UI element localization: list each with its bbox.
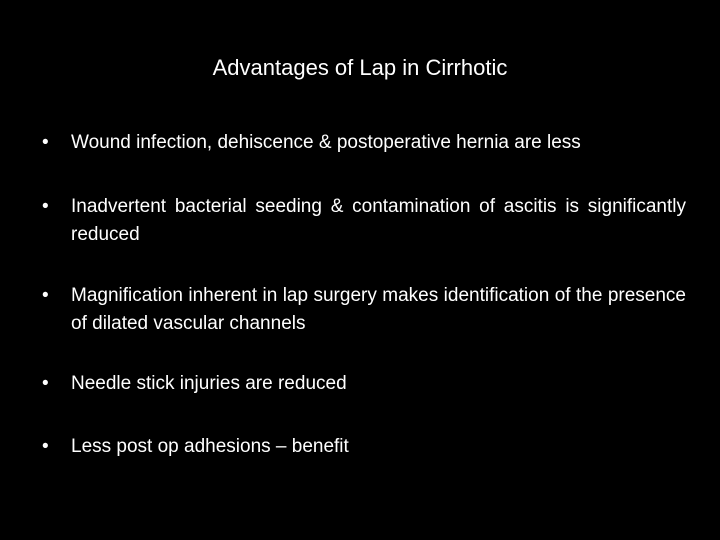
bullet-point-icon: • (42, 436, 49, 457)
bullet-item-wound-infection (42, 129, 686, 157)
bullet-item-adhesions (42, 433, 686, 461)
slide-title: Advantages of Lap in Cirrhotic (212, 55, 508, 80)
bullet-point-icon: • (42, 285, 49, 306)
bullet-item-needle-stick (42, 370, 686, 398)
bullet-text: Inadvertent bacterial seeding & contamination of ascitis is significantly reduced (71, 196, 686, 245)
bullet-item-magnification (42, 282, 686, 338)
bullet-point-icon: • (42, 196, 49, 217)
bullet-text: Needle stick injuries are reduced (71, 373, 347, 394)
bullet-point-icon: • (42, 373, 49, 394)
bullet-point-icon: • (42, 132, 49, 153)
bullet-text: Magnification inherent in lap surgery makes identification of the presence of dilated vascular channels (71, 285, 686, 334)
bullet-item-bacterial-seeding (42, 193, 686, 249)
bullet-text: Wound infection, dehiscence & postoperative hernia are less (71, 132, 581, 153)
bullet-text: Less post op adhesions – benefit (71, 436, 349, 457)
